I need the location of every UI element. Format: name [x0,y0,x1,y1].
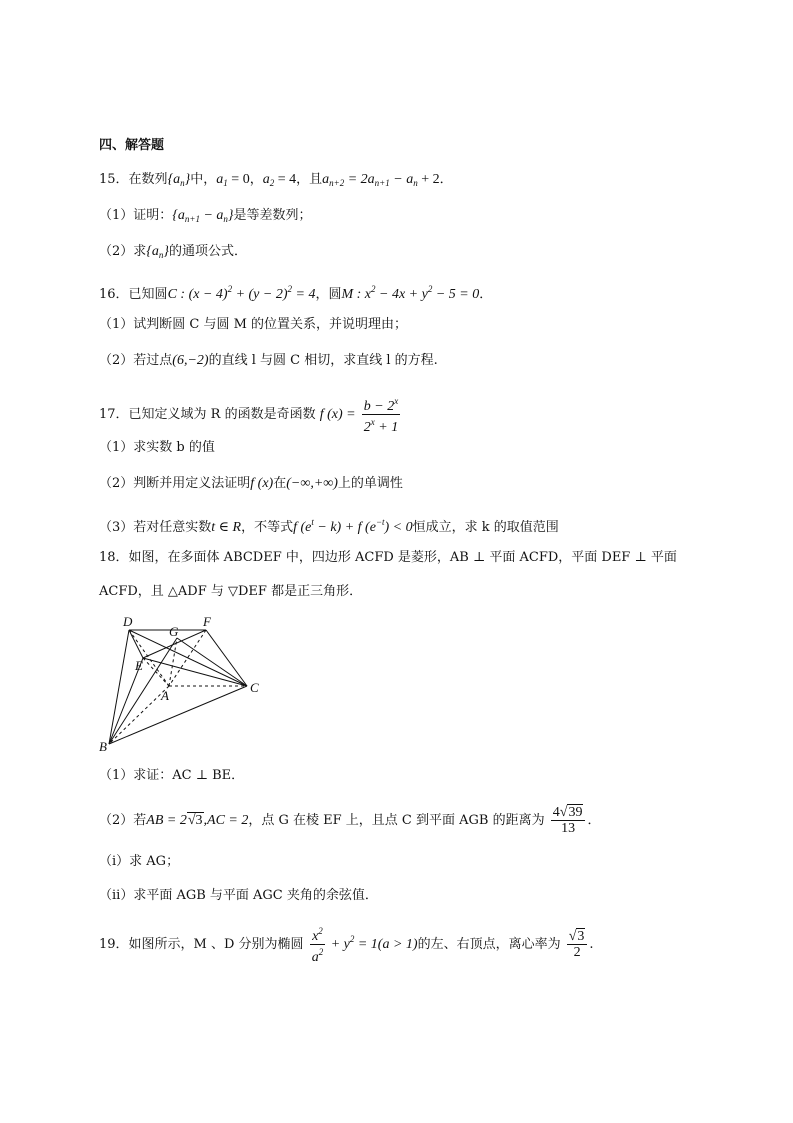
vertex-label-e: E [135,658,143,673]
vertex-label-d: D [123,614,133,629]
q19-ellipse-fraction: $\frac{x^2}{a^2}$ [311,926,324,965]
q15-part2: （2）求$\{a_n\}$的通项公式． [99,244,248,260]
q16-part1: （1）试判断圆 C 与圆 M 的位置关系，并说明理由； [99,317,408,332]
q17-statement: 17．已知定义域为 R 的函数是奇函数 f (x) = $\frac{b - 2^x}{2^x + 1}$ [99,396,399,435]
q17-number: 17． [99,407,129,422]
q19-number: 19． [99,937,129,952]
q17-fraction: $\frac{b - 2^x}{2^x + 1}$ [363,396,399,435]
q18-number: 18． [99,550,129,565]
q16-part2: （2）若过点(6,−2)的直线 l 与圆 C 相切，求直线 l 的方程. [99,353,438,368]
q18-part2-ii: （ii）求平面 AGB 与平面 AGC 夹角的余弦值． [99,888,378,903]
q18-statement-line1: 18．如图，在多面体 ABCDEF 中，四边形 ACFD 是菱形，AB ⊥ 平面 ACFD，平面 DEF ⊥ 平面 [99,550,677,565]
q15-number: 15． [99,172,129,187]
q19-eccentricity-fraction: $\frac{√3}{2}$ [567,929,588,960]
vertex-label-a: A [161,688,169,703]
q18-distance-fraction: $\frac{4√39}{13}$ [551,805,586,836]
q19-statement: 19．如图所示，M 、D 分别为椭圆 $\frac{x^2}{a^2}$ + $y^2 = 1(a > 1)$的左、右顶点，离心率为 $\frac{√3}{2}$ . [99,926,594,965]
polyhedron-figure [99,612,269,752]
q18-part2: （2）若AB = 2√3,AC = 2，点 G 在棱 EF 上，且点 C 到平面 AGB 的距离为 $\frac{4√39}{13}$ ． [99,805,601,836]
q17-part2: （2）判断并用定义法证明f (x)在(−∞,+∞)上的单调性 [99,476,403,491]
vertex-label-c: C [250,680,259,695]
section-title: 四、解答题 [99,138,165,153]
q16-number: 16． [99,287,129,302]
q17-part1: （1）求实数 b 的值 [99,440,215,455]
q15-part1: （1）证明：$\{a_{n+1} - a_n\}$是等差数列； [99,208,312,224]
vertex-label-f: F [203,614,211,629]
q17-part3: （3）若对任意实数t ∈ R，不等式f $(e^t - k) + f$ $(e^{-t}) < 0$恒成立，求 k 的取值范围 [99,517,559,535]
q15-statement: 15．在数列$\{a_n\}$中，$a_1 = 0$，$a_2 = 4$，且$a_{n+2} = 2a_{n+1} - a_n + 2$． [99,172,453,188]
q16-statement: 16．已知圆C : $(x - 4)^2 + (y - 2)^2 = 4$，圆M : $x^2 - 4x + y^2 - 5 = 0$． [99,284,493,302]
q18-statement-line2: ACFD，且 △ADF 与 ▽DEF 都是正三角形． [99,584,363,599]
vertex-label-b: B [99,739,107,752]
vertex-label-g: G [169,624,179,639]
q18-part1: （1）求证：AC ⊥ BE． [99,768,245,783]
q18-part2-i: （i）求 AG； [99,854,180,869]
